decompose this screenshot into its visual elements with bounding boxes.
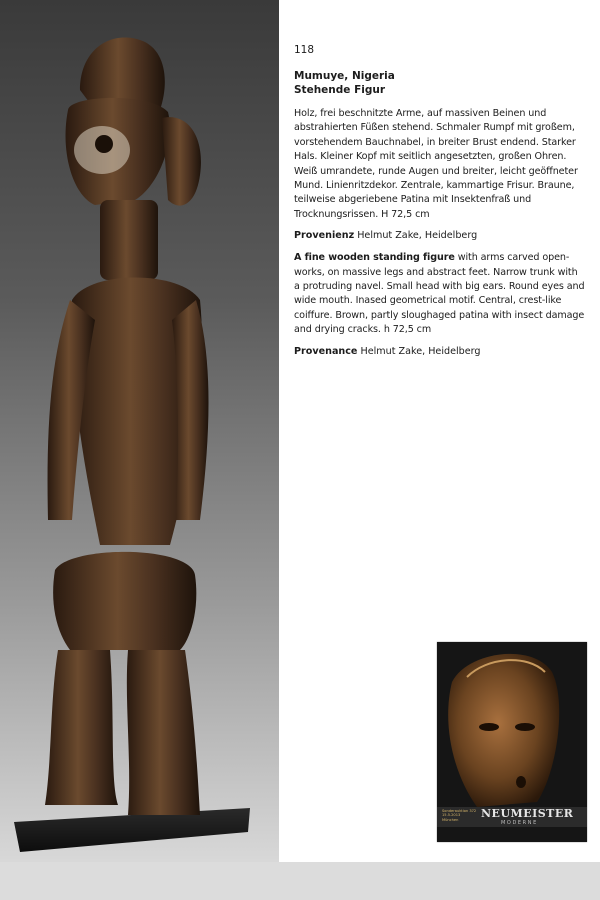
figure-ear bbox=[162, 117, 201, 205]
description-english-lead: A fine wooden standing figure bbox=[294, 252, 455, 264]
page-bottom-margin bbox=[0, 862, 600, 900]
description-german: Holz, frei beschnitzte Arme, auf massiven Beinen und abstrahierten Füßen stehend. Schmaler Rumpf mit großem, vorstehendem Bauchnabel, in breiter Brust endend. Starker Hals. Kleiner Kopf mit seitlich angesetzten, großen Ohren. Weiß umrandete, runde Augen und breiter, leicht geöffneter Mund. Linienritzdekor. Zentrale, kammartige Frisur. Braune, teilweise abgeriebene Patina mit Insektenfraß und Trocknungsrissen. H 72,5 cm bbox=[294, 108, 578, 220]
provenance-label-german: Provenienz bbox=[294, 230, 355, 242]
provenance-english bbox=[294, 345, 586, 359]
lot-number: 118 bbox=[294, 44, 315, 56]
lot-title-origin: Mumuye, Nigeria bbox=[294, 70, 395, 82]
cover-brand: NEUMEISTER bbox=[481, 807, 574, 820]
cover-sale-line-2: 15.5.2013 bbox=[442, 813, 461, 818]
figure-right-leg bbox=[127, 650, 200, 815]
provenance-value-german: Helmut Zake, Heidelberg bbox=[357, 230, 478, 242]
figure-hips bbox=[53, 552, 196, 650]
lot-description bbox=[294, 44, 586, 359]
description-english-body: with arms carved open-works, on massive legs and abstract feet. Narrow trunk with a protruding navel. Small head with big ears. Round eyes and wide mouth. Inased geometrical motif. Central, crest-like coiffure. Brown, partly sloughaged patina with insect damage and drying cracks. h 72,5 cm bbox=[294, 252, 585, 336]
figure-photo bbox=[0, 0, 279, 862]
mask-left-eye bbox=[479, 723, 499, 731]
provenance-label-english: Provenance bbox=[294, 345, 358, 357]
mask-right-eye bbox=[515, 723, 535, 731]
figure-eye bbox=[95, 135, 113, 153]
provenance-value-english: Helmut Zake, Heidelberg bbox=[360, 345, 481, 357]
cover-sale-line-3: München bbox=[442, 817, 459, 822]
figure-illustration bbox=[0, 0, 279, 862]
cover-sale-info bbox=[442, 809, 478, 822]
mask-shape bbox=[448, 654, 559, 807]
cover-subtitle: MODERNE bbox=[501, 820, 538, 826]
figure-neck bbox=[100, 200, 158, 280]
figure-left-leg bbox=[45, 650, 118, 805]
mask-mouth bbox=[516, 776, 526, 788]
description-english bbox=[294, 251, 586, 337]
provenance-german bbox=[294, 229, 586, 243]
lot-title-object: Stehende Figur bbox=[294, 84, 386, 96]
cover-sale-line-1: Sonderauktion 372 bbox=[442, 809, 477, 813]
catalog-cover-thumbnail bbox=[437, 642, 587, 842]
